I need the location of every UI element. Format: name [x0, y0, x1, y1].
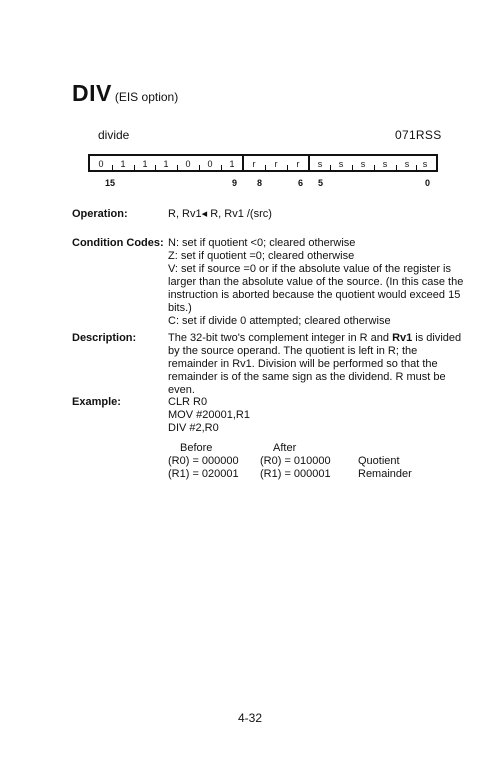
title-mnemonic: DIV: [72, 80, 112, 106]
example-line-2: MOV #20001,R1: [168, 409, 250, 421]
description-part1: The 32-bit two's complement integer in R and: [168, 332, 389, 344]
bit-7: r: [274, 159, 278, 169]
row-1-before: (R0) = 000000: [168, 455, 239, 467]
example-table: [168, 442, 468, 487]
bit-13: 1: [142, 159, 148, 169]
row-1-note: Quotient: [358, 455, 400, 467]
bit-tick: [155, 165, 156, 170]
instruction-title: [72, 80, 178, 107]
condition-v: V: set if source =0 or if the absolute value of the register is larger than the absolute value of the source. (In this case the instruction is aborted because the quotient would exceed 15 bits.): [168, 263, 464, 314]
bit-number-8: 8: [257, 178, 263, 188]
bit-tick: [112, 165, 113, 170]
bit-number-5: 5: [318, 178, 324, 188]
description-text: [168, 332, 468, 397]
condition-c: C: set if divide 0 attempted; cleared otherwise: [168, 315, 391, 327]
bit-6: r: [296, 159, 300, 169]
bit-15: 0: [98, 159, 104, 169]
bit-tick: [265, 165, 266, 170]
bit-tick: [177, 165, 178, 170]
condition-codes-text: [168, 237, 468, 328]
bit-number-0: 0: [425, 178, 431, 188]
bit-tick: [287, 165, 288, 170]
bit-number-9: 9: [232, 178, 238, 188]
bit-12: 1: [163, 159, 169, 169]
bit-tick: [330, 165, 331, 170]
opcode: 071RSS: [395, 128, 442, 142]
bit-tick: [396, 165, 397, 170]
example-code: [168, 396, 468, 435]
field-divider: [242, 156, 244, 170]
description-register: Rv1: [392, 332, 413, 344]
row-2-after: (R1) = 000001: [260, 468, 331, 480]
condition-n: N: set if quotient <0; cleared otherwise: [168, 237, 356, 249]
bit-tick: [374, 165, 375, 170]
bit-tick: [199, 165, 200, 170]
title-option: (EIS option): [114, 90, 179, 104]
bit-0: s: [422, 159, 428, 169]
operation-label: Operation:: [72, 208, 128, 220]
bit-5: s: [317, 159, 323, 169]
bit-8: r: [252, 159, 256, 169]
condition-z: Z: set if quotient =0; cleared otherwise: [168, 250, 355, 262]
after-header: After: [273, 442, 297, 454]
instruction-name: divide: [98, 128, 130, 142]
example-line-1: CLR R0: [168, 396, 208, 408]
row-2-before: (R1) = 020001: [168, 468, 239, 480]
bit-tick: [221, 165, 222, 170]
bit-3: s: [360, 159, 366, 169]
bit-1: s: [404, 159, 410, 169]
field-divider: [308, 156, 310, 170]
bit-10: 0: [207, 159, 213, 169]
page-number: 4-32: [237, 711, 263, 725]
bit-4: s: [338, 159, 344, 169]
example-line-3: DIV #2,R0: [168, 422, 219, 434]
bit-number-15: 15: [105, 178, 116, 188]
bit-tick: [416, 165, 417, 170]
before-header: Before: [180, 442, 213, 454]
bit-field-diagram: [88, 154, 438, 172]
operation-text: R, Rv1◂ R, Rv1 /(src): [168, 208, 272, 220]
bit-14: 1: [120, 159, 126, 169]
bit-9: 1: [229, 159, 235, 169]
row-1-after: (R0) = 010000: [260, 455, 331, 467]
description-label: Description:: [72, 332, 137, 344]
example-label: Example:: [72, 396, 121, 408]
bit-tick: [134, 165, 135, 170]
bit-tick: [352, 165, 353, 170]
condition-codes-label: Condition Codes:: [72, 237, 164, 249]
bit-number-6: 6: [298, 178, 304, 188]
row-2-note: Remainder: [358, 468, 412, 480]
bit-11: 0: [185, 159, 191, 169]
description-part2: is divided by the source operand. The quotient is left in R; the remainder in Rv1. Division will be performed so that the remainder is of the same sign as the dividend. R must be even.: [168, 332, 462, 396]
bit-2: s: [382, 159, 388, 169]
